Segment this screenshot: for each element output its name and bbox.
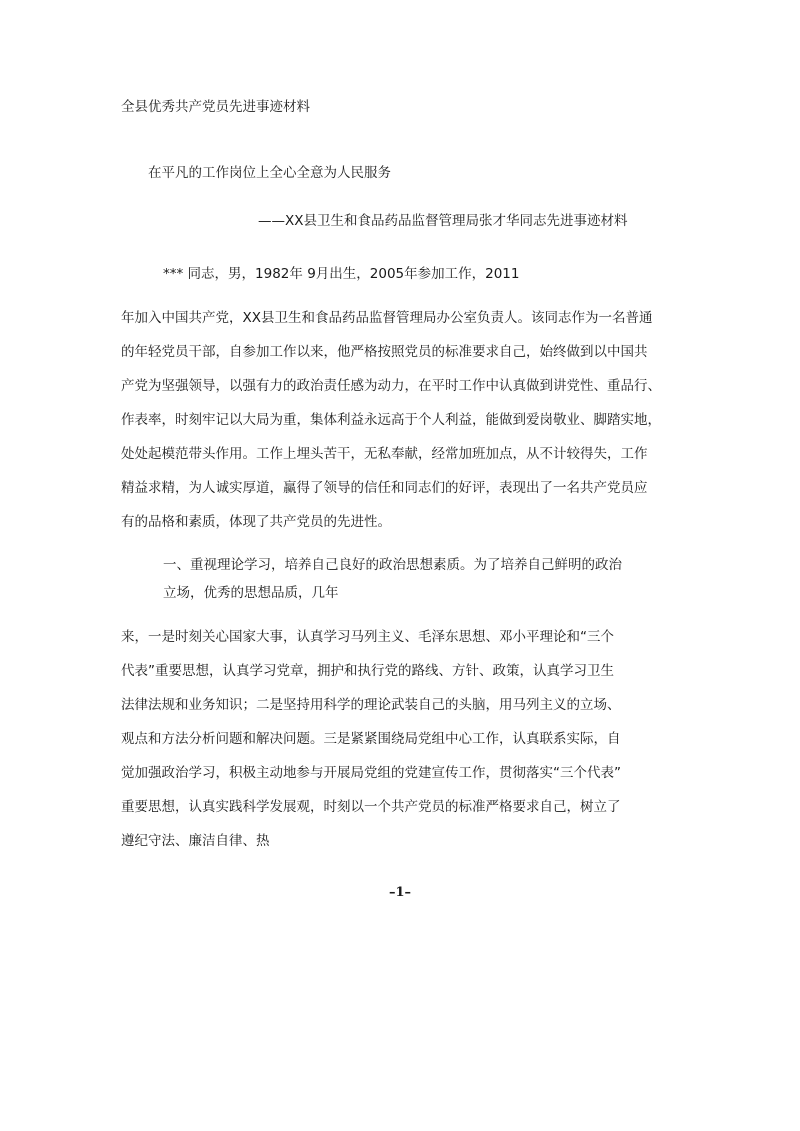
- paragraph-line: 觉加强政治学习，积极主动地参与开展局党组的党建宣传工作，贯彻落实“三个代表”: [121, 765, 621, 781]
- document-byline: ——XX县卫生和食品药品监督管理局张才华同志先进事迹材料: [258, 213, 628, 229]
- section-line: 立场，优秀的思想品质，几年: [163, 585, 339, 601]
- paragraph-line: 法律法规和业务知识；二是坚持用科学的理论武装自己的头脑，用马列主义的立场、: [121, 697, 621, 713]
- paragraph-line: 的年轻党员干部，自参加工作以来，他严格按照党员的标准要求自己，始终做到以中国共: [121, 344, 648, 360]
- section-line: 一、重视理论学习，培养自己良好的政治思想素质。为了培养自己鲜明的政治: [163, 557, 622, 573]
- paragraph-line: 观点和方法分析问题和解决问题。三是紧紧围绕局党组中心工作，认真联系实际，自: [121, 731, 621, 747]
- paragraph-line: 作表率，时刻牢记以大局为重，集体利益永远高于个人利益，能做到爱岗敬业、脚踏实地，: [121, 412, 661, 428]
- document-subtitle: 在平凡的工作岗位上全心全意为人民服务: [148, 165, 391, 181]
- paragraph-line: 遵纪守法、廉洁自律、热: [121, 833, 270, 849]
- page-number: –1–: [388, 885, 412, 900]
- paragraph-line: 产党为坚强领导，以强有力的政治责任感为动力，在平时工作中认真做到讲党性、重品行、: [121, 378, 661, 394]
- paragraph-line: 年加入中国共产党，XX县卫生和食品药品监督管理局办公室负责人。该同志作为一名普通: [121, 310, 653, 326]
- paragraph-line: 重要思想，认真实践科学发展观，时刻以一个共产党员的标准严格要求自己，树立了: [121, 799, 621, 815]
- paragraph-line: 代表”重要思想，认真学习党章，拥护和执行党的路线、方针、政策，认真学习卫生: [121, 663, 614, 679]
- paragraph-line: 来，一是时刻关心国家大事，认真学习马列主义、毛泽东思想、邓小平理论和“三个: [121, 629, 614, 645]
- paragraph-line: 有的品格和素质，体现了共产党员的先进性。: [121, 514, 391, 530]
- paragraph-line: 处处起模范带头作用。工作上埋头苦干，无私奉献，经常加班加点，从不计较得失，工作: [121, 446, 648, 462]
- paragraph-line: *** 同志，男，1982年 9月出生，2005年参加工作，2011: [163, 266, 520, 282]
- paragraph-line: 精益求精，为人诚实厚道，赢得了领导的信任和同志们的好评，表现出了一名共产党员应: [121, 480, 648, 496]
- document-title: 全县优秀共产党员先进事迹材料: [121, 99, 310, 115]
